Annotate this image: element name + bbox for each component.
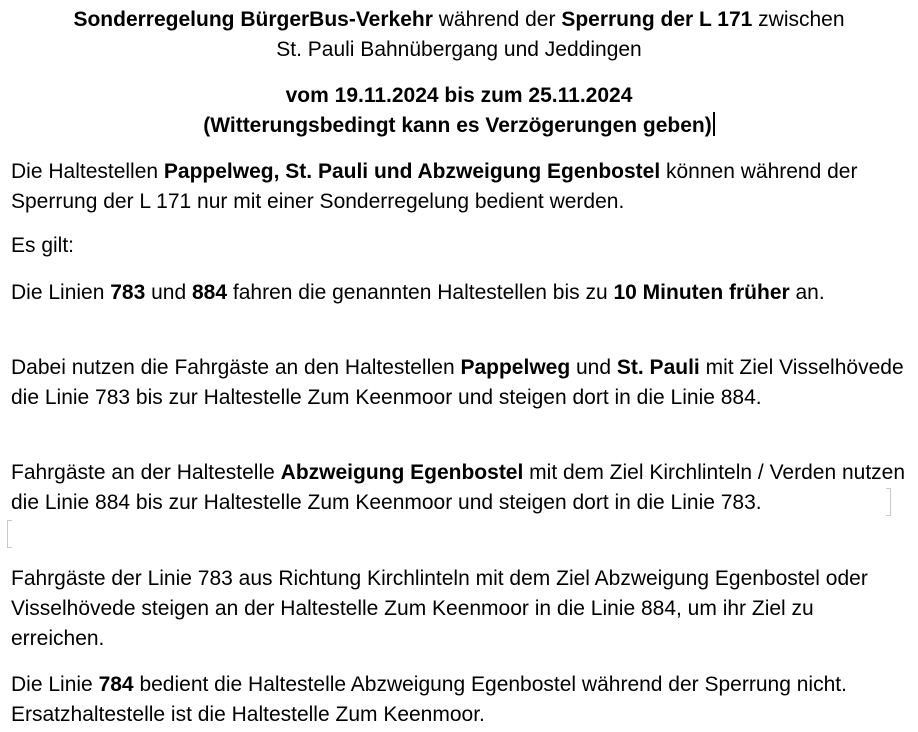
p6-text: Fahrgäste der Linie 783 aus Richtung Kirchlinteln mit dem Ziel Abzweigung Egenbostel oder Visselhövede steigen an der Haltestelle Zum Keenmoor in die Linie 884, um ihr Ziel zu erreichen. bbox=[11, 567, 868, 650]
paragraph-pappelweg-st-pauli bbox=[11, 353, 911, 413]
p1-text-1: Die Haltestellen bbox=[11, 160, 164, 183]
p3-text-1: Die Linien bbox=[11, 281, 111, 304]
p4-bold-pappelweg: Pappelweg bbox=[460, 356, 571, 379]
text-cursor bbox=[713, 112, 715, 136]
paragraph-es-gilt bbox=[11, 231, 911, 261]
p5-text-2: mit dem Ziel Kirchlinteln / Verden nutzen die Linie 884 bis zur Haltestelle Zum Keenmoor und steigen dort in die Linie 783. bbox=[11, 461, 906, 514]
p5-bold-abzweigung: Abzweigung Egenbostel bbox=[280, 461, 524, 484]
date-range: vom 19.11.2024 bis zum 25.11.2024 bbox=[285, 84, 633, 107]
p3-text-4: an. bbox=[789, 281, 825, 304]
document-title bbox=[0, 5, 918, 65]
p3-text-3: fahren die genannten Haltestellen bis zu bbox=[227, 281, 614, 304]
p3-bold-884: 884 bbox=[192, 281, 228, 304]
p3-bold-minutes: 10 Minuten früher bbox=[613, 281, 790, 304]
p7-text-2: bedient die Haltestelle Abzweigung Egenbostel während der Sperrung nicht. Ersatzhaltestelle ist die Haltestelle Zum Keenmoor. bbox=[11, 673, 847, 726]
p2-text: Es gilt: bbox=[11, 234, 75, 257]
weather-note: (Witterungsbedingt kann es Verzögerungen geben) bbox=[203, 114, 712, 137]
paragraph-lines-earlier bbox=[11, 278, 911, 308]
p3-text-2: und bbox=[145, 281, 192, 304]
text-boundary-marker-right bbox=[886, 488, 891, 516]
paragraph-abzweigung-egenbostel bbox=[11, 458, 911, 518]
p4-text-1: Dabei nutzen die Fahrgäste an den Haltestellen bbox=[11, 356, 461, 379]
p5-text-1: Fahrgäste an der Haltestelle bbox=[11, 461, 281, 484]
title-bold-part-b: Sperrung der L 171 bbox=[561, 8, 753, 31]
p7-text-1: Die Linie bbox=[11, 673, 99, 696]
p4-bold-st-pauli: St. Pauli bbox=[616, 356, 700, 379]
paragraph-line-783-kirchlinteln bbox=[11, 564, 911, 654]
paragraph-line-784 bbox=[11, 670, 911, 730]
date-block bbox=[0, 81, 918, 141]
p1-bold-stops: Pappelweg, St. Pauli und Abzweigung Egenbostel bbox=[163, 160, 661, 183]
p3-bold-783: 783 bbox=[110, 281, 146, 304]
paragraph-affected-stops bbox=[11, 157, 911, 217]
title-normal-part-b: zwischen bbox=[752, 8, 845, 31]
p7-bold-784: 784 bbox=[98, 673, 134, 696]
p1-text-2: können während der Sperrung der L 171 nur mit einer Sonderregelung bedient werden. bbox=[11, 160, 858, 213]
title-normal-part-a: während der bbox=[432, 8, 562, 31]
text-boundary-marker-left bbox=[7, 520, 12, 548]
p4-text-3: mit Ziel Visselhövede die Linie 783 bis zur Haltestelle Zum Keenmoor und steigen dort in die Linie 884. bbox=[11, 356, 904, 409]
p4-text-2: und bbox=[570, 356, 617, 379]
title-bold-part-a: Sonderregelung BürgerBus-Verkehr bbox=[73, 8, 433, 31]
title-line-2: St. Pauli Bahnübergang und Jeddingen bbox=[276, 38, 642, 61]
